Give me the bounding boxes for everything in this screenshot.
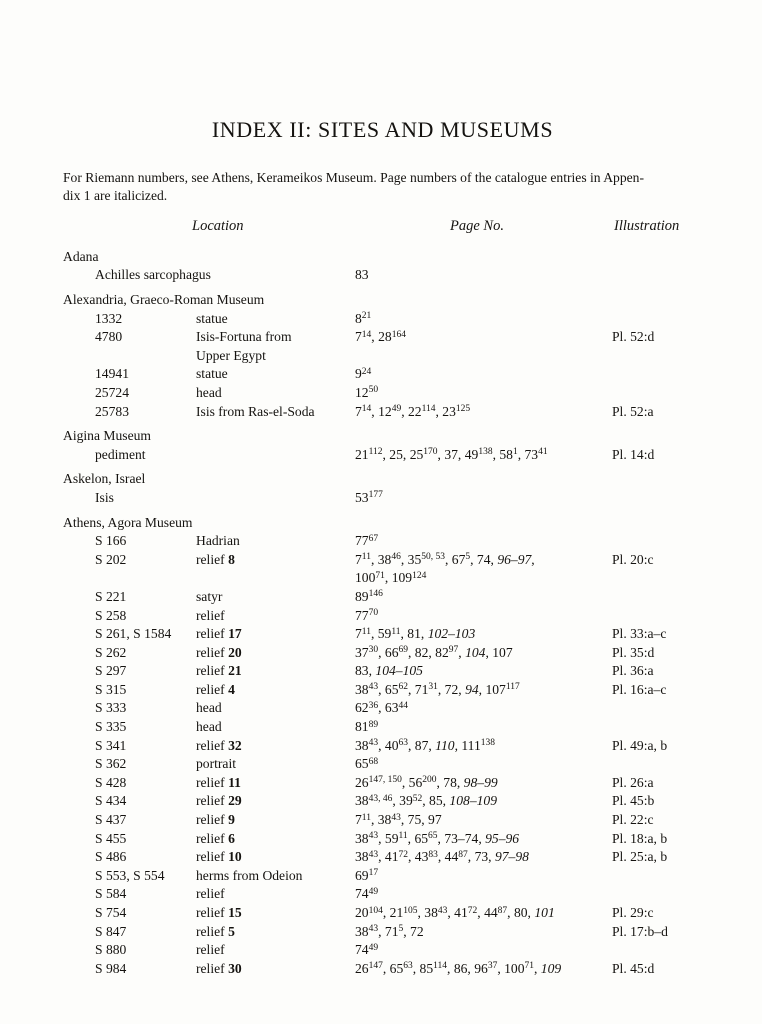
row-illustration: Pl. 45:d xyxy=(612,960,655,976)
row-id: 25724 xyxy=(95,384,129,400)
row-id: S 486 xyxy=(95,849,127,865)
row-id: S 362 xyxy=(95,756,127,772)
row-illustration: Pl. 17:b–d xyxy=(612,923,668,939)
row-id: pediment xyxy=(95,446,146,462)
index-row xyxy=(95,923,702,942)
row-illustration: Pl. 16:a–c xyxy=(612,681,667,697)
row-pages: $65^{68}$ xyxy=(355,756,379,772)
row-illustration: Pl. 18:a, b xyxy=(612,830,668,846)
row-description: relief 15 xyxy=(196,905,242,920)
section-header: Aigina Museum xyxy=(63,428,151,444)
row-id: S 333 xyxy=(95,700,127,716)
row-illustration xyxy=(612,941,702,960)
index-row xyxy=(95,644,702,663)
row-illustration: Pl. 52:a xyxy=(612,403,654,419)
index-row xyxy=(95,830,702,849)
row-illustration: Pl. 45:b xyxy=(612,793,655,809)
row-pages: $89^{146}$ xyxy=(355,588,383,604)
row-pages: $77^{67}$ xyxy=(355,533,379,549)
row-description: relief 6 xyxy=(196,830,235,846)
column-header-location: Location xyxy=(192,217,244,234)
row-id: S 428 xyxy=(95,774,127,790)
section-header: Askelon, Israel xyxy=(63,471,146,487)
row-illustration xyxy=(612,365,702,384)
row-description: relief 4 xyxy=(196,681,235,697)
row-illustration xyxy=(612,532,702,551)
row-id: S 437 xyxy=(95,812,127,828)
row-pages: $20^{104}$, $21^{105}$, $38^{43}$, $41^{72}$, $44^{87}$, 80, 101 xyxy=(355,905,555,920)
row-id: S 880 xyxy=(95,942,127,958)
index-row xyxy=(95,848,702,867)
row-pages: $9^{24}$ xyxy=(355,366,372,382)
row-description xyxy=(196,266,355,285)
row-description: statue xyxy=(196,310,228,326)
row-pages: $7^{11}$, $59^{11}$, 81, 102–103 xyxy=(355,626,476,642)
index-row xyxy=(95,867,702,886)
row-illustration xyxy=(612,384,702,403)
row-pages: $38^{43}$, $40^{63}$, 87, 110, $111^{138}$ xyxy=(355,737,495,753)
index-row xyxy=(95,328,702,365)
row-id: Achilles sarcophagus xyxy=(95,267,211,283)
row-illustration: Pl. 35:d xyxy=(612,644,655,660)
row-description: relief 8 xyxy=(196,551,235,567)
row-id: S 335 xyxy=(95,719,127,735)
row-pages: 26$^{147, 150}$, $56^{200}$, 78, 98–99 xyxy=(355,774,498,790)
row-id: S 584 xyxy=(95,886,127,902)
index-row xyxy=(95,310,702,329)
index-row xyxy=(95,551,702,588)
row-description xyxy=(196,489,355,508)
row-description: portrait xyxy=(196,756,237,772)
index-row xyxy=(95,904,702,923)
index-row xyxy=(95,885,702,904)
intro-line: dix 1 are italicized. xyxy=(63,188,168,204)
row-illustration xyxy=(612,885,702,904)
row-pages: $38^{43}$, $65^{62}$, $71^{31}$, 72, 94, $107^{117}$ xyxy=(355,681,520,697)
row-illustration xyxy=(612,699,702,718)
index-row xyxy=(95,266,702,285)
row-illustration xyxy=(612,755,702,774)
row-description: Isis from Ras-el-Soda xyxy=(196,403,315,419)
row-description: statue xyxy=(196,366,228,382)
index-row xyxy=(95,718,702,737)
row-illustration: Pl. 36:a xyxy=(612,663,654,679)
row-description: Hadrian xyxy=(196,533,240,549)
row-pages: $62^{36}$, $63^{44}$ xyxy=(355,700,408,716)
row-id: S 166 xyxy=(95,533,127,549)
row-pages: $74^{49}$ xyxy=(355,886,379,902)
index-section xyxy=(63,427,702,464)
index-row xyxy=(95,662,702,681)
row-id: Isis xyxy=(95,489,114,505)
row-pages: $81^{89}$ xyxy=(355,719,379,735)
index-section xyxy=(63,470,702,507)
row-description xyxy=(196,446,355,465)
row-illustration: Pl. 52:d xyxy=(612,329,655,345)
row-description: relief 17 xyxy=(196,626,242,642)
row-description: relief 21 xyxy=(196,663,242,679)
column-header-illustration: Illustration xyxy=(614,217,680,234)
row-illustration xyxy=(612,607,702,626)
row-illustration: Pl. 25:a, b xyxy=(612,849,668,865)
row-id: S 258 xyxy=(95,607,127,623)
row-id: S 553, S 554 xyxy=(95,867,165,883)
index-row xyxy=(95,941,702,960)
row-pages: $7^{14}$, $28^{164}$ xyxy=(355,329,406,345)
row-illustration xyxy=(612,588,702,607)
row-pages: $38^{43}$, $59^{11}$, $65^{65}$, 73–74, 95–96 xyxy=(355,830,520,846)
row-description: relief 32 xyxy=(196,737,242,753)
page-title: INDEX II: SITES AND MUSEUMS xyxy=(211,117,554,142)
row-id: S 262 xyxy=(95,644,127,660)
row-description: relief xyxy=(196,942,225,958)
index-row xyxy=(95,384,702,403)
row-description: head xyxy=(196,719,222,735)
row-id: S 984 xyxy=(95,960,127,976)
row-id: S 261, S 1584 xyxy=(95,626,172,642)
index-row xyxy=(95,446,702,465)
row-description: herms from Odeion xyxy=(196,867,303,883)
row-id: S 202 xyxy=(95,551,127,567)
row-illustration xyxy=(612,489,702,508)
row-description: relief 11 xyxy=(196,774,241,790)
row-pages: 83, 104–105 xyxy=(355,663,423,679)
index-row xyxy=(95,792,702,811)
row-pages: $7^{11}$, $38^{43}$, 75, 97 xyxy=(355,812,442,828)
row-pages: $8^{21}$ xyxy=(355,310,372,326)
row-description: relief xyxy=(196,607,225,623)
row-pages: $7^{14}$, $12^{49}$, $22^{114}$, $23^{125}$ xyxy=(355,403,471,419)
row-id: S 221 xyxy=(95,588,127,604)
index-section xyxy=(63,291,702,421)
row-illustration: Pl. 20:c xyxy=(612,551,654,567)
row-pages: 38$^{43, 46}$, $39^{52}$, 85, 108–109 xyxy=(355,793,497,809)
row-description: relief xyxy=(196,886,225,902)
row-id: S 341 xyxy=(95,737,127,753)
intro-paragraph xyxy=(63,169,702,206)
row-description: relief 29 xyxy=(196,793,242,809)
section-header: Athens, Agora Museum xyxy=(63,514,193,530)
row-illustration xyxy=(612,718,702,737)
section-header: Adana xyxy=(63,248,99,264)
index-section xyxy=(63,514,702,979)
row-pages: $53^{177}$ xyxy=(355,489,383,505)
row-description: head xyxy=(196,700,222,716)
row-pages: $74^{49}$ xyxy=(355,942,379,958)
row-id: 14941 xyxy=(95,366,129,382)
section-header: Alexandria, Graeco-Roman Museum xyxy=(63,292,265,307)
row-illustration: Pl. 14:d xyxy=(612,446,655,462)
row-id: S 847 xyxy=(95,923,127,939)
row-illustration: Pl. 26:a xyxy=(612,774,654,790)
index-row xyxy=(95,532,702,551)
index-row xyxy=(95,699,702,718)
row-id: S 297 xyxy=(95,663,127,679)
column-headers xyxy=(63,218,702,236)
index-row xyxy=(95,737,702,756)
row-description: relief 5 xyxy=(196,923,235,939)
row-pages: $12^{50}$ xyxy=(355,384,379,400)
row-description: relief 9 xyxy=(196,812,235,828)
row-pages: $26^{147}$, $65^{63}$, $85^{114}$, 86, $96^{37}$, $100^{71}$, 109 xyxy=(355,960,562,976)
index-row xyxy=(95,607,702,626)
index-row xyxy=(95,365,702,384)
index-row xyxy=(95,755,702,774)
index-section xyxy=(63,248,702,285)
row-pages: $37^{30}$, $66^{69}$, 82, $82^{97}$, 104, 107 xyxy=(355,644,513,660)
row-pages: $21^{112}$, 25, $25^{170}$, 37, $49^{138}$, $58^1$, $73^{41}$ xyxy=(355,446,548,462)
row-illustration: Pl. 22:c xyxy=(612,812,654,828)
index-row xyxy=(95,811,702,830)
row-description: satyr xyxy=(196,588,223,604)
row-id: 1332 xyxy=(95,310,123,326)
row-illustration: Pl. 29:c xyxy=(612,905,654,920)
row-description: relief 30 xyxy=(196,960,242,976)
row-illustration xyxy=(612,310,702,329)
index-row xyxy=(95,774,702,793)
row-id: S 315 xyxy=(95,681,127,697)
row-id: S 754 xyxy=(95,905,127,920)
intro-line: For Riemann numbers, see Athens, Kerameikos Museum. Page numbers of the catalogue entries in Appen- xyxy=(63,170,644,185)
index-row xyxy=(95,960,702,979)
index-row xyxy=(95,625,702,644)
row-id: S 455 xyxy=(95,830,127,846)
row-id: 4780 xyxy=(95,329,123,345)
column-header-page-no: Page No. xyxy=(450,217,504,234)
row-pages: 83 xyxy=(355,267,369,283)
row-illustration: Pl. 33:a–c xyxy=(612,626,667,642)
row-description: Isis-Fortuna from Upper Egypt xyxy=(196,329,292,363)
row-illustration xyxy=(612,266,702,285)
row-id: 25783 xyxy=(95,403,129,419)
index-row xyxy=(95,489,702,508)
row-description: relief 10 xyxy=(196,849,242,865)
row-pages: $38^{43}$, $71^5$, 72 xyxy=(355,923,424,939)
row-description: head xyxy=(196,384,222,400)
index-row xyxy=(95,588,702,607)
row-description: relief 20 xyxy=(196,644,242,660)
row-pages: $38^{43}$, $41^{72}$, $43^{83}$, $44^{87}$, 73, 97–98 xyxy=(355,849,529,865)
index-row xyxy=(95,681,702,700)
index-row xyxy=(95,403,702,422)
row-id: S 434 xyxy=(95,793,127,809)
row-illustration: Pl. 49:a, b xyxy=(612,737,668,753)
row-pages: $7^{11}$, $38^{46}$, 35$^{50, 53}$, $67^5$, 74, 96–97, $100^{71}$, $109^{124}$ xyxy=(355,551,535,586)
row-pages: $69^{17}$ xyxy=(355,867,379,883)
row-pages: $77^{70}$ xyxy=(355,607,379,623)
row-illustration xyxy=(612,867,702,886)
index-sections xyxy=(63,248,702,979)
